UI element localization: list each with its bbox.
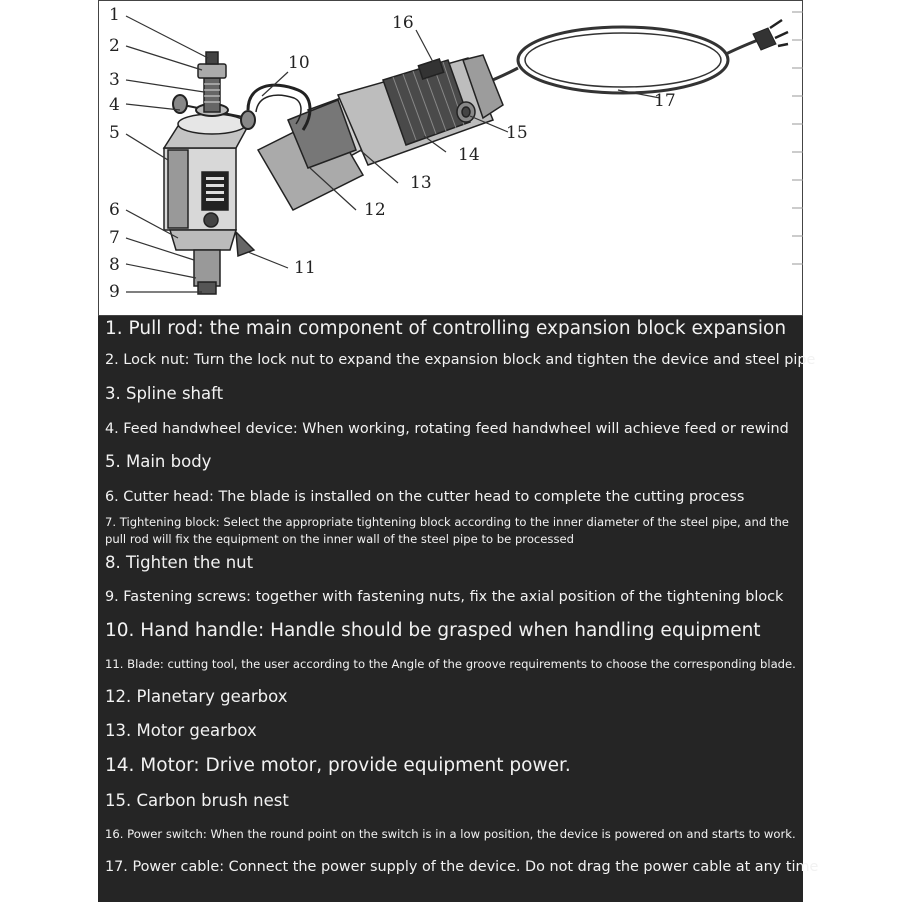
legend-item-14: 14. Motor: Drive motor, provide equipment power. (105, 755, 571, 776)
legend-item-13: 13. Motor gearbox (105, 721, 257, 740)
callout-15: 15 (506, 123, 528, 143)
callout-16: 16 (392, 13, 414, 33)
callout-7: 7 (109, 228, 120, 248)
callout-3: 3 (109, 70, 120, 90)
callout-4: 4 (109, 95, 120, 115)
legend-item-15: 15. Carbon brush nest (105, 791, 289, 810)
pipe-beveling-machine-illustration (98, 0, 803, 316)
callout-2: 2 (109, 36, 120, 56)
legend-item-2: 2. Lock nut: Turn the lock nut to expand the expansion block and tighten the device and steel pipe (105, 352, 816, 368)
legend-item-9: 9. Fastening screws: together with fastening nuts, fix the axial position of the tightening block (105, 589, 784, 605)
legend-item-10: 10. Hand handle: Handle should be grasped when handling equipment (105, 620, 761, 641)
callout-10: 10 (288, 53, 310, 73)
callout-12: 12 (364, 200, 386, 220)
legend-item-3: 3. Spline shaft (105, 384, 224, 403)
callout-5: 5 (109, 123, 120, 143)
callout-11: 11 (294, 258, 316, 278)
legend-item-1: 1. Pull rod: the main component of controlling expansion block expansion (105, 318, 787, 339)
legend-item-4: 4. Feed handwheel device: When working, rotating feed handwheel will achieve feed or rewind (105, 421, 789, 437)
callout-17: 17 (654, 91, 676, 111)
legend-item-7: 7. Tightening block: Select the appropriate tightening block according to the inner diameter of the steel pipe, and the pull rod will fix the equipment on the inner wall of the steel pipe to be processed (105, 515, 789, 546)
parts-legend (98, 316, 819, 902)
legend-item-5: 5. Main body (105, 452, 212, 471)
callout-6: 6 (109, 200, 120, 220)
legend-item-8: 8. Tighten the nut (105, 553, 254, 572)
tool-diagram (98, 0, 803, 316)
callout-8: 8 (109, 255, 120, 275)
callout-13: 13 (410, 173, 432, 193)
callout-1: 1 (109, 5, 120, 25)
callout-9: 9 (109, 282, 120, 302)
legend-item-11: 11. Blade: cutting tool, the user according to the Angle of the groove requirements to choose the corresponding blade. (105, 657, 796, 671)
legend-item-16: 16. Power switch: When the round point on the switch is in a low position, the device is powered on and starts to work. (105, 827, 796, 841)
callout-14: 14 (458, 145, 480, 165)
legend-item-12: 12. Planetary gearbox (105, 687, 288, 706)
legend-item-6: 6. Cutter head: The blade is installed on the cutter head to complete the cutting process (105, 489, 745, 505)
legend-item-17: 17. Power cable: Connect the power supply of the device. Do not drag the power cable at any time (105, 859, 819, 875)
main-body (164, 114, 248, 230)
